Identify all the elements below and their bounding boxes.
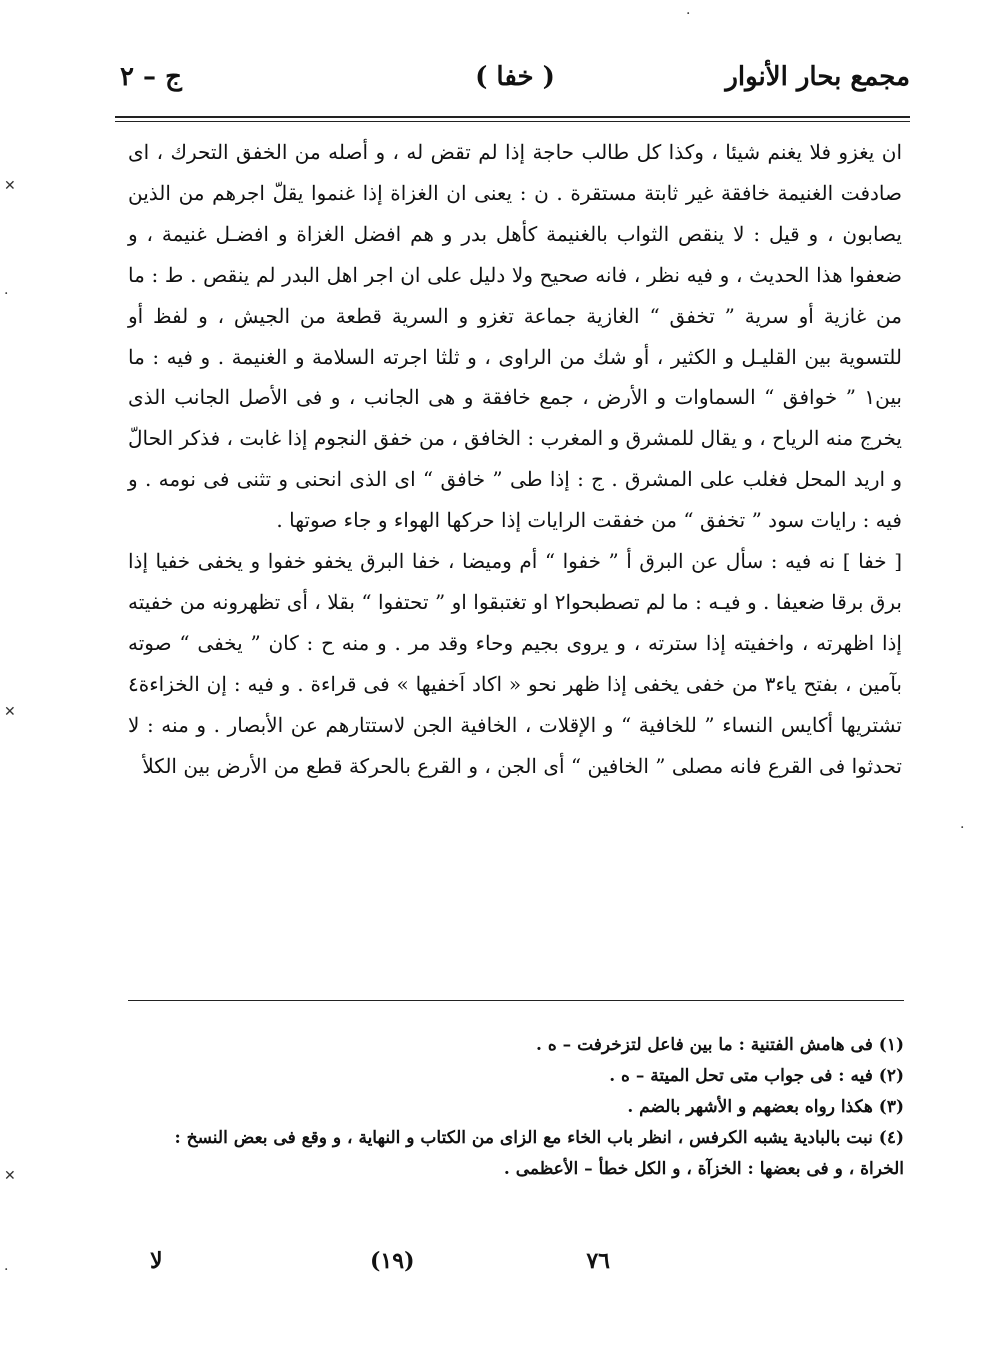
- running-header: [120, 62, 910, 112]
- book-title: مجمع بحار الأنوار: [725, 62, 910, 92]
- footnote-rule: [128, 1000, 904, 1001]
- margin-tick-icon: ·: [4, 286, 9, 302]
- margin-tick-icon: ✕: [4, 704, 16, 720]
- catchword: لا: [150, 1248, 163, 1274]
- header-rule-thin: [115, 121, 910, 122]
- signature-mark: (١٩): [370, 1248, 415, 1274]
- margin-tick-icon: ✕: [4, 1168, 16, 1184]
- header-rule: [115, 116, 910, 118]
- margin-tick-icon: ·: [686, 6, 691, 22]
- page-number: ٧٦: [586, 1248, 610, 1274]
- paragraph: [ خفا ] نه فيه : سأل عن البرق أ ” خفوا “ أم وميضا ، خفا البرق يخفو خفوا و يخفى خفيا إذا برق برقا ضعيفا . و فيـه : ما لم تصطبحوا٢ او تغتبقوا او ” تحتفوا “ بقلا ، أى تظهرونه من خفيته إذا اظهرته ، واخفيته إذا سترته ، و يروى بجيم وحاء وقد مر . و منه ح : كان ” يخفى “ صوته بآمين ، بفتح ياء٣ من خفى يخفى إذا ظهر نحو « اكاد اَخفيها » فى قراءة . و فيه : إن الخزاءة٤ تشتريها أكايس النساء ” للخافية “ و الإقلات ، الخافية الجن لاستتارهم عن الأبصار . و منه : لا تحدثوا فى القرع فانه مصلى ” الخافين “ أى الجن ، و القرع بالحركة قطع من الأرض بين الكلأ: [128, 549, 902, 778]
- footnote: (٣) هكذا رواه بعضهم و الأشهر بالضم .: [627, 1097, 904, 1117]
- paragraph: ان يغزو فلا يغنم شيئا ، وكذا كل طالب حاجة إذا لم تقض له ، و أصله من الخفق التحرك ، اى صادفت الغنيمة خافقة غير ثابتة مستقرة . ن : يعنى ان الغزاة إذا غنموا يقلّ اجرهم من الذين يصابون ، و قيل : لا ينقص الثواب بالغنيمة كأهل بدر و هم افضل الغزاة و افضـل غنيمة ، و ضعفوا هذا الحديث ، و فيه نظر ، فانه صحيح ولا دليل على ان اجر اهل البدر لم ينقص . ط : ما من غازية أو سرية ” تخفق “ الغازية جماعة تغزو و السرية قطعة من الجيش ، و لفظ أو للتسوية بين القليـل و الكثير ، أو شك من الراوى ، و ثلثا اجرته السلامة و الغنيمة . و فيه : ما بين١ ” خوافق “ السماوات و الأرض ، جمع خافقة و هى الجانب ، و فى الأصل الجانب الذى يخرج منه الرياح ، و يقال للمشرق و المغرب : الخافق ، من خفق النجوم إذا غابت ، فذكر الحالّ و اريد المحل فغلب على المشرق . ج : إذا طى ” خافق “ اى الذى انحنى و تثنى فى نومه . و فيه : رايات سود ” تخفق “ من خفقت الرايات إذا حركها الهواء و جاء صوتها .: [128, 140, 902, 533]
- entry-heading: ( خفا ): [475, 62, 555, 92]
- margin-tick-icon: ·: [4, 1262, 9, 1278]
- footnote: (٢) فيه : فى جواب متى تحل الميتة – ه .: [609, 1066, 904, 1086]
- margin-tick-icon: ✕: [4, 178, 16, 194]
- margin-tick-icon: ·: [960, 820, 965, 836]
- footnote: (٤) نبت بالبادية يشبه الكرفس ، انظر باب الخاء مع الزاى من الكتاب و النهاية ، و وقع فى بعض النسخ : الخراة ، و فى بعضها : الخزآة ، و الكل خطأ – الأعظمى .: [174, 1128, 904, 1179]
- volume-number: ج – ٢: [120, 62, 182, 92]
- footnotes: [128, 1030, 904, 1185]
- footnote: (١) فى هامش الفتنية : ما بين فاعل لتزخرفت – ه .: [536, 1035, 904, 1055]
- main-text: [128, 132, 902, 787]
- page-footer: [120, 1248, 910, 1288]
